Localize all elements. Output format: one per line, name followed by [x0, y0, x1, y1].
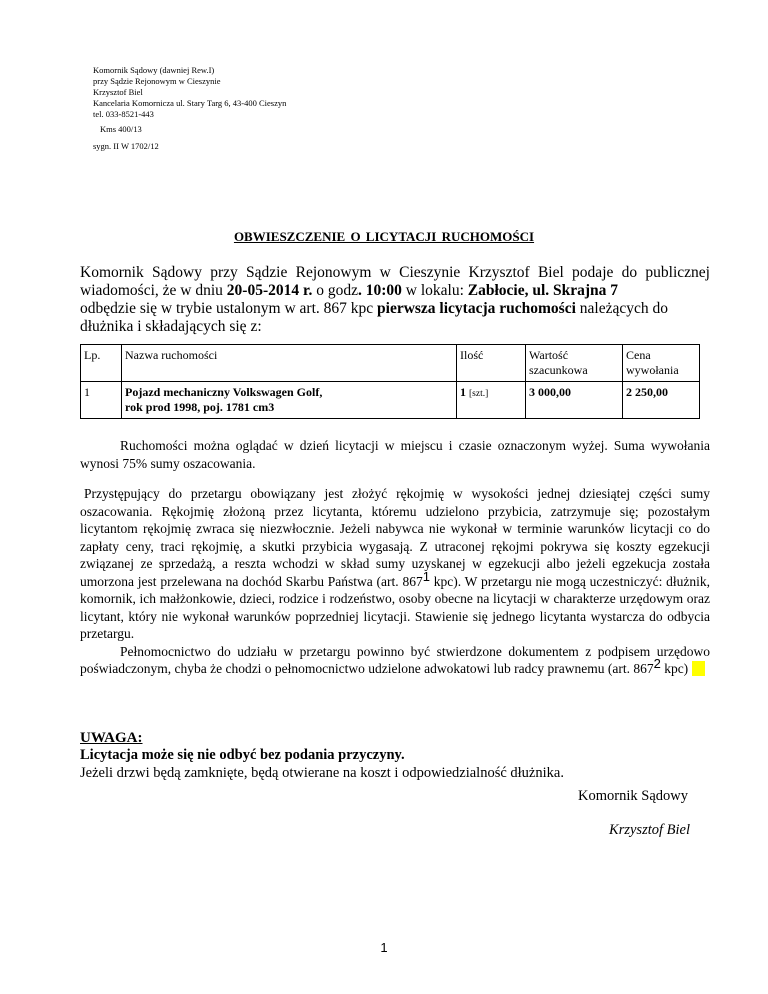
header-value-line: Wartość [529, 348, 569, 362]
paragraph-text-part: kpc) [660, 661, 692, 676]
item-price: 2 250,00 [626, 385, 668, 399]
notice-heading: UWAGA: [80, 730, 143, 746]
item-unit: [szt.] [469, 389, 489, 399]
deposit-paragraph [80, 485, 710, 678]
signature-reference: sygn. II W 1702/12 [93, 141, 159, 151]
paragraph-text-part: kpc). W przetargu nie mogą uczestniczyć: dłużnik, komornik, ich małżonkowie, dzieci, rodzice i rodzeństwo, osoby obecne na licytacji w charakterze urzędowym oraz licytant, który nie wykonał warunków poprzedniej licytacji. Stawienie się jednego licytanta wystarcza do odbycia przetargu. [80, 573, 710, 641]
intro-line: dłużnika i składających się z: [80, 318, 262, 335]
highlight-mark [692, 661, 705, 676]
paragraph-text [80, 643, 710, 678]
items-table [80, 344, 700, 419]
cell-qty [457, 382, 526, 419]
cell-price [623, 382, 700, 419]
intro-text: w lokalu: [401, 282, 468, 299]
cell-value [526, 382, 623, 419]
cell-name [122, 382, 457, 419]
auction-date: 20-05-2014 r. [226, 282, 313, 299]
auction-type: pierwsza licytacja ruchomości [377, 300, 576, 317]
item-value: 3 000,00 [529, 385, 571, 399]
intro-text: o godz [312, 282, 358, 299]
header-line: Krzysztof Biel [93, 87, 143, 97]
paragraph-text [80, 485, 710, 643]
auction-time: . 10:00 [357, 282, 402, 299]
table-header-row [81, 345, 700, 382]
bailiff-header [93, 65, 286, 120]
header-value [526, 345, 623, 382]
item-name-line: rok prod 1998, poj. 1781 cm3 [125, 400, 275, 414]
header-price-line: Cena [626, 348, 651, 362]
notice-line: Licytacja może się nie odbyć bez podania przyczyny. [80, 747, 405, 763]
paragraph-text-part: Pełnomocnictwo do udziału w przetargu powinno być stwierdzone dokumentem z podpisem urzędowo poświadczonym, chyba że chodzi o pełnomocnictwo udzielone adwokatowi lub radcy prawnemu (art. 867 [80, 643, 710, 676]
header-line: tel. 033-8521-443 [93, 109, 154, 119]
item-qty: 1 [460, 385, 466, 399]
document-title: OBWIESZCZENIE O LICYTACJI RUCHOMOŚCI [233, 229, 535, 244]
intro-line [80, 300, 710, 318]
header-line: Komornik Sądowy (dawniej Rew.I) [93, 65, 215, 75]
intro-line: Komornik Sądowy przy Sądzie Rejonowym w Cieszynie Krzysztof Biel podaje do publicznej [80, 264, 710, 281]
superscript: 2 [653, 656, 661, 671]
notice-block [80, 746, 564, 782]
case-number: Kms 400/13 [100, 124, 142, 134]
header-line: Kancelaria Komornicza ul. Stary Targ 6, 43-400 Cieszyn [93, 98, 287, 108]
paragraph-text: Ruchomości można oglądać w dzień licytacji w miejscu i czasie oznaczonym wyżej. Suma wywołania wynosi 75% sumy oszacowania. [80, 438, 710, 471]
cell-lp: 1 [81, 382, 122, 419]
intro-text: wiadomości, że w dniu [80, 282, 227, 299]
page-number: 1 [380, 940, 388, 955]
signature-role: Komornik Sądowy [578, 788, 688, 804]
header-price-line: wywołania [626, 363, 679, 377]
signature-name: Krzysztof Biel [609, 822, 690, 838]
table-row [81, 382, 700, 419]
header-lp: Lp. [81, 345, 122, 382]
intro-paragraph [80, 264, 710, 336]
header-line: przy Sądzie Rejonowym w Cieszynie [93, 76, 221, 86]
header-name: Nazwa ruchomości [122, 345, 457, 382]
viewing-paragraph [80, 437, 710, 472]
item-name-line: Pojazd mechaniczny Volkswagen Golf, [125, 385, 323, 399]
auction-place: Zabłocie, ul. Skrajna 7 [467, 282, 619, 299]
notice-line: Jeżeli drzwi będą zamknięte, będą otwierane na koszt i odpowiedzialność dłużnika. [80, 765, 564, 781]
paragraph-text-part: Przystępujący do przetargu obowiązany jest złożyć rękojmię w wysokości jednej dziesiątej części sumy oszacowania. Rękojmię złożoną przez licytanta, któremu udzielono przybicia, zatrzymuje się; pozostałym licytantom rękojmię zwraca się niezwłocznie. Jeżeli nabywca nie wykonał w terminie warunków licytacji co do zapłaty ceny, traci rękojmię, a skutki przybicia wygasają. Z utraconej rękojmi pokrywa się koszty egzekucji związanej ze sprzedażą, a reszta wchodzi w skład sumy uzyskanej w egzekucji albo jeżeli egzekucja została umorzona jest przelewana na dochód Skarbu Państwa (art. 867 [80, 486, 710, 589]
intro-text: należących do [575, 300, 668, 317]
header-price [623, 345, 700, 382]
header-value-line: szacunkowa [529, 363, 588, 377]
intro-line [80, 282, 710, 300]
header-qty: Ilość [457, 345, 526, 382]
intro-text: odbędzie się w trybie ustalonym w art. 867 kpc [80, 300, 378, 317]
superscript: 1 [422, 568, 430, 584]
